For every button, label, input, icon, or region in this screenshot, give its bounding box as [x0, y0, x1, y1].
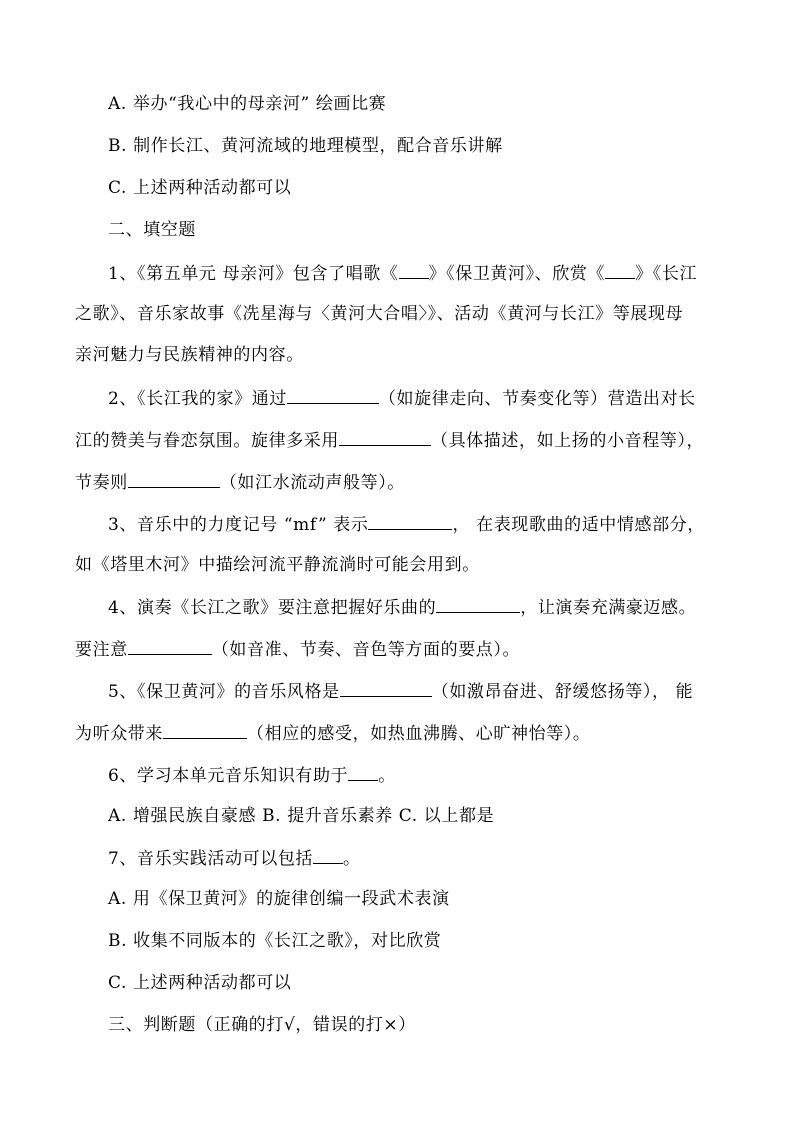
- question-2-line-2: 江的赞美与眷恋氛围。旋律多采用 （具体描述，如上扬的小音程等），: [75, 427, 725, 453]
- question-4-line-1: 4、演奏《长江之歌》要注意把握好乐曲的 ，让演奏充满豪迈感。: [108, 594, 728, 620]
- question-7-option-c: C. 上述两种活动都可以: [108, 973, 292, 993]
- answer-blank[interactable]: [348, 762, 378, 781]
- answer-blank[interactable]: [128, 469, 220, 488]
- question-1-line-3: 亲河魅力与民族精神的内容。: [75, 345, 304, 365]
- question-4-line-2: 要注意 （如音准、节奏、音色等方面的要点）。: [75, 636, 725, 662]
- question-6-stem: 6、学习本单元音乐知识有助于 。: [108, 762, 728, 788]
- question-3-line-1: 3、音乐中的力度记号 “mf” 表示 ， 在表现歌曲的适中情感部分，: [108, 511, 728, 537]
- answer-blank[interactable]: [128, 636, 212, 655]
- option-c-both: C. 上述两种活动都可以: [108, 178, 292, 198]
- answer-blank[interactable]: [605, 260, 635, 279]
- question-5-line-2: 为听众带来 （相应的感受，如热血沸腾、心旷神怡等）。: [75, 720, 725, 746]
- answer-blank[interactable]: [368, 511, 452, 530]
- answer-blank[interactable]: [436, 594, 520, 613]
- question-7-stem: 7、音乐实践活动可以包括 。: [108, 845, 728, 871]
- answer-blank[interactable]: [163, 720, 247, 739]
- option-a-drawing-contest: A. 举办“我心中的母亲河” 绘画比赛: [108, 94, 387, 114]
- question-1-line-2: 之歌》、音乐家故事《冼星海与〈黄河大合唱〉》、活动《黄河与长江》等展现母: [75, 304, 684, 324]
- question-3-line-2: 如《塔里木河》中描绘河流平静流淌时可能会用到。: [75, 555, 480, 575]
- section-heading-fill-in: 二、填空题: [108, 220, 196, 240]
- question-1-line-1: 1、《第五单元 母亲河》包含了唱歌《 》《保卫黄河》、欣赏《 》《长江: [108, 260, 728, 286]
- question-7-option-b: B. 收集不同版本的《长江之歌》，对比欣赏: [108, 931, 442, 951]
- question-2-line-3: 节奏则 （如江水流动声般等）。: [75, 469, 725, 495]
- answer-blank[interactable]: [287, 385, 379, 404]
- option-b-geography-model: B. 制作长江、黄河流域的地理模型，配合音乐讲解: [108, 136, 503, 156]
- answer-blank[interactable]: [399, 260, 429, 279]
- answer-blank[interactable]: [313, 845, 343, 864]
- question-5-line-1: 5、《保卫黄河》的音乐风格是 （如激昂奋进、舒缓悠扬等）， 能: [108, 678, 728, 704]
- question-7-option-a: A. 用《保卫黄河》的旋律创编一段武术表演: [108, 889, 450, 909]
- question-6-options: A. 增强民族自豪感 B. 提升音乐素养 C. 以上都是: [108, 806, 495, 826]
- answer-blank[interactable]: [339, 427, 431, 446]
- answer-blank[interactable]: [340, 678, 432, 697]
- section-heading-true-false: 三、判断题（正确的打√，错误的打×）: [108, 1015, 416, 1035]
- question-2-line-1: 2、《长江我的家》通过 （如旋律走向、节奏变化等）营造出对长: [108, 385, 728, 411]
